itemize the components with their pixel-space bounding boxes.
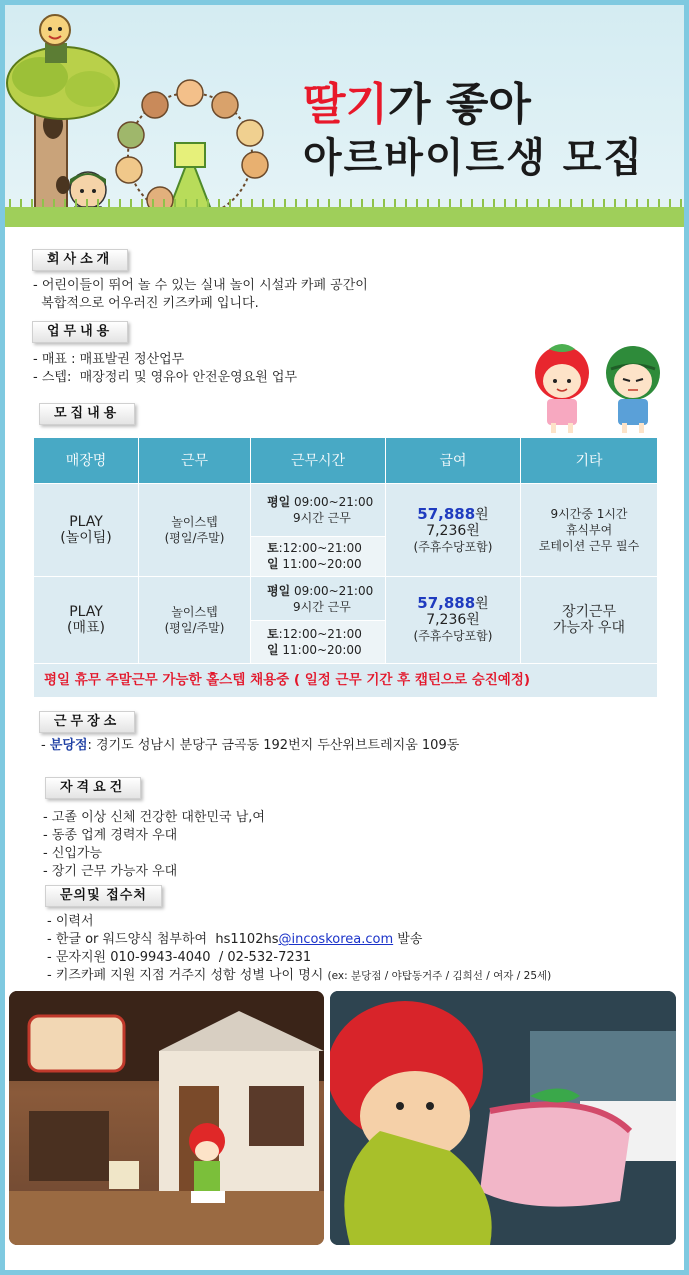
work-role: 놀이스텝 [171,604,218,619]
column-header-work: 근무 [139,438,251,484]
column-header-hours: 근무시간 [251,438,386,484]
strawberry-girl-character [527,341,597,436]
branch-address: : 경기도 성남시 분당구 금곡동 192번지 두산위브트레지움 109동 [87,738,460,753]
work-cell [139,577,251,664]
daily-wage: 57,888 [417,504,476,523]
company-line-2: 복합적으로 어우러진 키즈카페 입니다. [33,296,259,311]
weekend-time-cell [251,536,386,576]
etc-line: 휴식부여 [565,523,613,538]
weekend-time-cell [251,621,386,663]
section-label-location: 근무장소 [39,711,135,733]
table-header-row [34,438,658,484]
section-label-company: 회사소개 [32,249,128,271]
poster-title [303,77,531,133]
wage-unit: 원 [475,596,489,613]
format-example: (ex: 분당점 / 야탑동거주 / 김희선 / 여자 / 25세) [327,970,552,982]
section-label-contact: 문의및 접수처 [45,885,162,907]
weekday-time-cell [251,577,386,621]
store-name: PLAY [69,603,103,620]
hiring-notice: 평일 휴무 주말근무 가능한 홀스텝 채용중 ( 일정 근무 기간 후 캡틴으로 승진예정) [34,663,658,697]
etc-line: 가능자 우대 [552,619,626,636]
ferris-wheel-illustration [115,5,295,227]
sunday-label: 일 [267,643,279,658]
wage-unit: 원 [475,506,489,523]
weekday-hours: 9시간 근무 [293,511,351,526]
store-name: PLAY [69,514,103,531]
location-prefix: - [41,738,50,753]
weekday-hours: 9시간 근무 [293,599,351,614]
table-row [34,577,658,621]
email-link[interactable]: @incoskorea.com [278,932,394,947]
weekday-time: 09:00~21:00 [290,583,374,598]
contact-line-email [47,931,422,949]
section-label-duties: 업무내용 [32,321,128,343]
saturday-label: 토 [267,541,279,556]
saturday-time: :12:00~21:00 [278,627,362,642]
store-team: (매표) [67,619,105,636]
email-instruction: - 한글 or 워드양식 첨부하여 hs1102hs [47,932,279,947]
section-label-requirements: 자격요건 [45,777,141,799]
work-days: (평일/주말) [164,531,225,546]
hourly-wage: 7,236원 [426,612,480,629]
format-instruction: - 키즈카페 지원 지점 거주지 성함 성별 나이 명시 [47,968,328,983]
saturday-time: :12:00~21:00 [278,541,362,556]
store-cell [34,577,139,664]
wage-cell [386,577,521,664]
contact-line-format [47,967,551,985]
duties-line-1: - 매표 : 매표발권 정산업무 [33,352,185,367]
etc-line: 장기근무 [561,603,617,620]
etc-line: 9시간중 1시간 [550,507,628,522]
notice-row [34,663,658,697]
weekday-time: 09:00~21:00 [290,495,374,510]
branch-name: 분당점 [49,738,88,753]
sunday-label: 일 [267,557,279,572]
etc-line: 로테이션 근무 필수 [538,539,640,554]
requirement-line: - 동종 업계 경력자 우대 [43,828,178,843]
store-team: (놀이팀) [60,530,112,547]
company-line-1: - 어린이들이 뛰어 놀 수 있는 실내 놀이 시설과 카페 공간이 [33,278,368,293]
cafe-entrance-illustration [9,991,324,1245]
recruit-table [33,437,658,698]
table-row [34,484,658,536]
hourly-wage: 7,236원 [426,522,480,539]
sunday-time: 11:00~20:00 [278,643,362,658]
section-label-recruit: 모집내용 [39,403,135,425]
store-cell [34,484,139,577]
sunday-time: 11:00~20:00 [278,557,362,572]
grass-ground [5,207,684,227]
column-header-wage: 급여 [386,438,521,484]
location-line [41,737,459,755]
header-banner [5,5,684,227]
duties-line-2: - 스텝: 매장정리 및 영유아 안전운영요원 업무 [33,370,298,385]
requirement-line: - 신입가능 [43,846,103,861]
wage-note: (주휴수당포함) [413,539,493,554]
strawberry-statue-photo [330,991,676,1245]
cafe-entrance-photo [9,991,324,1245]
title-highlight: 딸기 [303,79,389,130]
weekday-time-cell [251,484,386,536]
job-poster [5,5,684,1270]
strawberry-statue-illustration [330,991,676,1245]
column-header-etc: 기타 [521,438,658,484]
work-cell [139,484,251,577]
weekday-label: 평일 [267,495,291,510]
contact-line-phone: - 문자지원 010-9943-4040 / 02-532-7231 [47,950,312,965]
contact-line-resume: - 이력서 [47,914,94,929]
etc-cell [521,577,658,664]
weekday-label: 평일 [267,583,291,598]
email-suffix: 발송 [393,932,423,947]
watermelon-boy-character [601,341,671,436]
daily-wage: 57,888 [417,594,476,613]
etc-cell [521,484,658,577]
requirement-line: - 장기 근무 가능자 우대 [43,864,178,879]
work-days: (평일/주말) [164,620,225,635]
wage-note: (주휴수당포함) [413,629,493,644]
title-rest: 가 좋아 [388,79,531,130]
wage-cell [386,484,521,577]
poster-subtitle: 아르바이트생 모집 [303,135,645,181]
work-role: 놀이스텝 [171,515,218,530]
saturday-label: 토 [267,627,279,642]
column-header-store: 매장명 [34,438,139,484]
requirement-line: - 고졸 이상 신체 건강한 대한민국 남,여 [43,810,265,825]
